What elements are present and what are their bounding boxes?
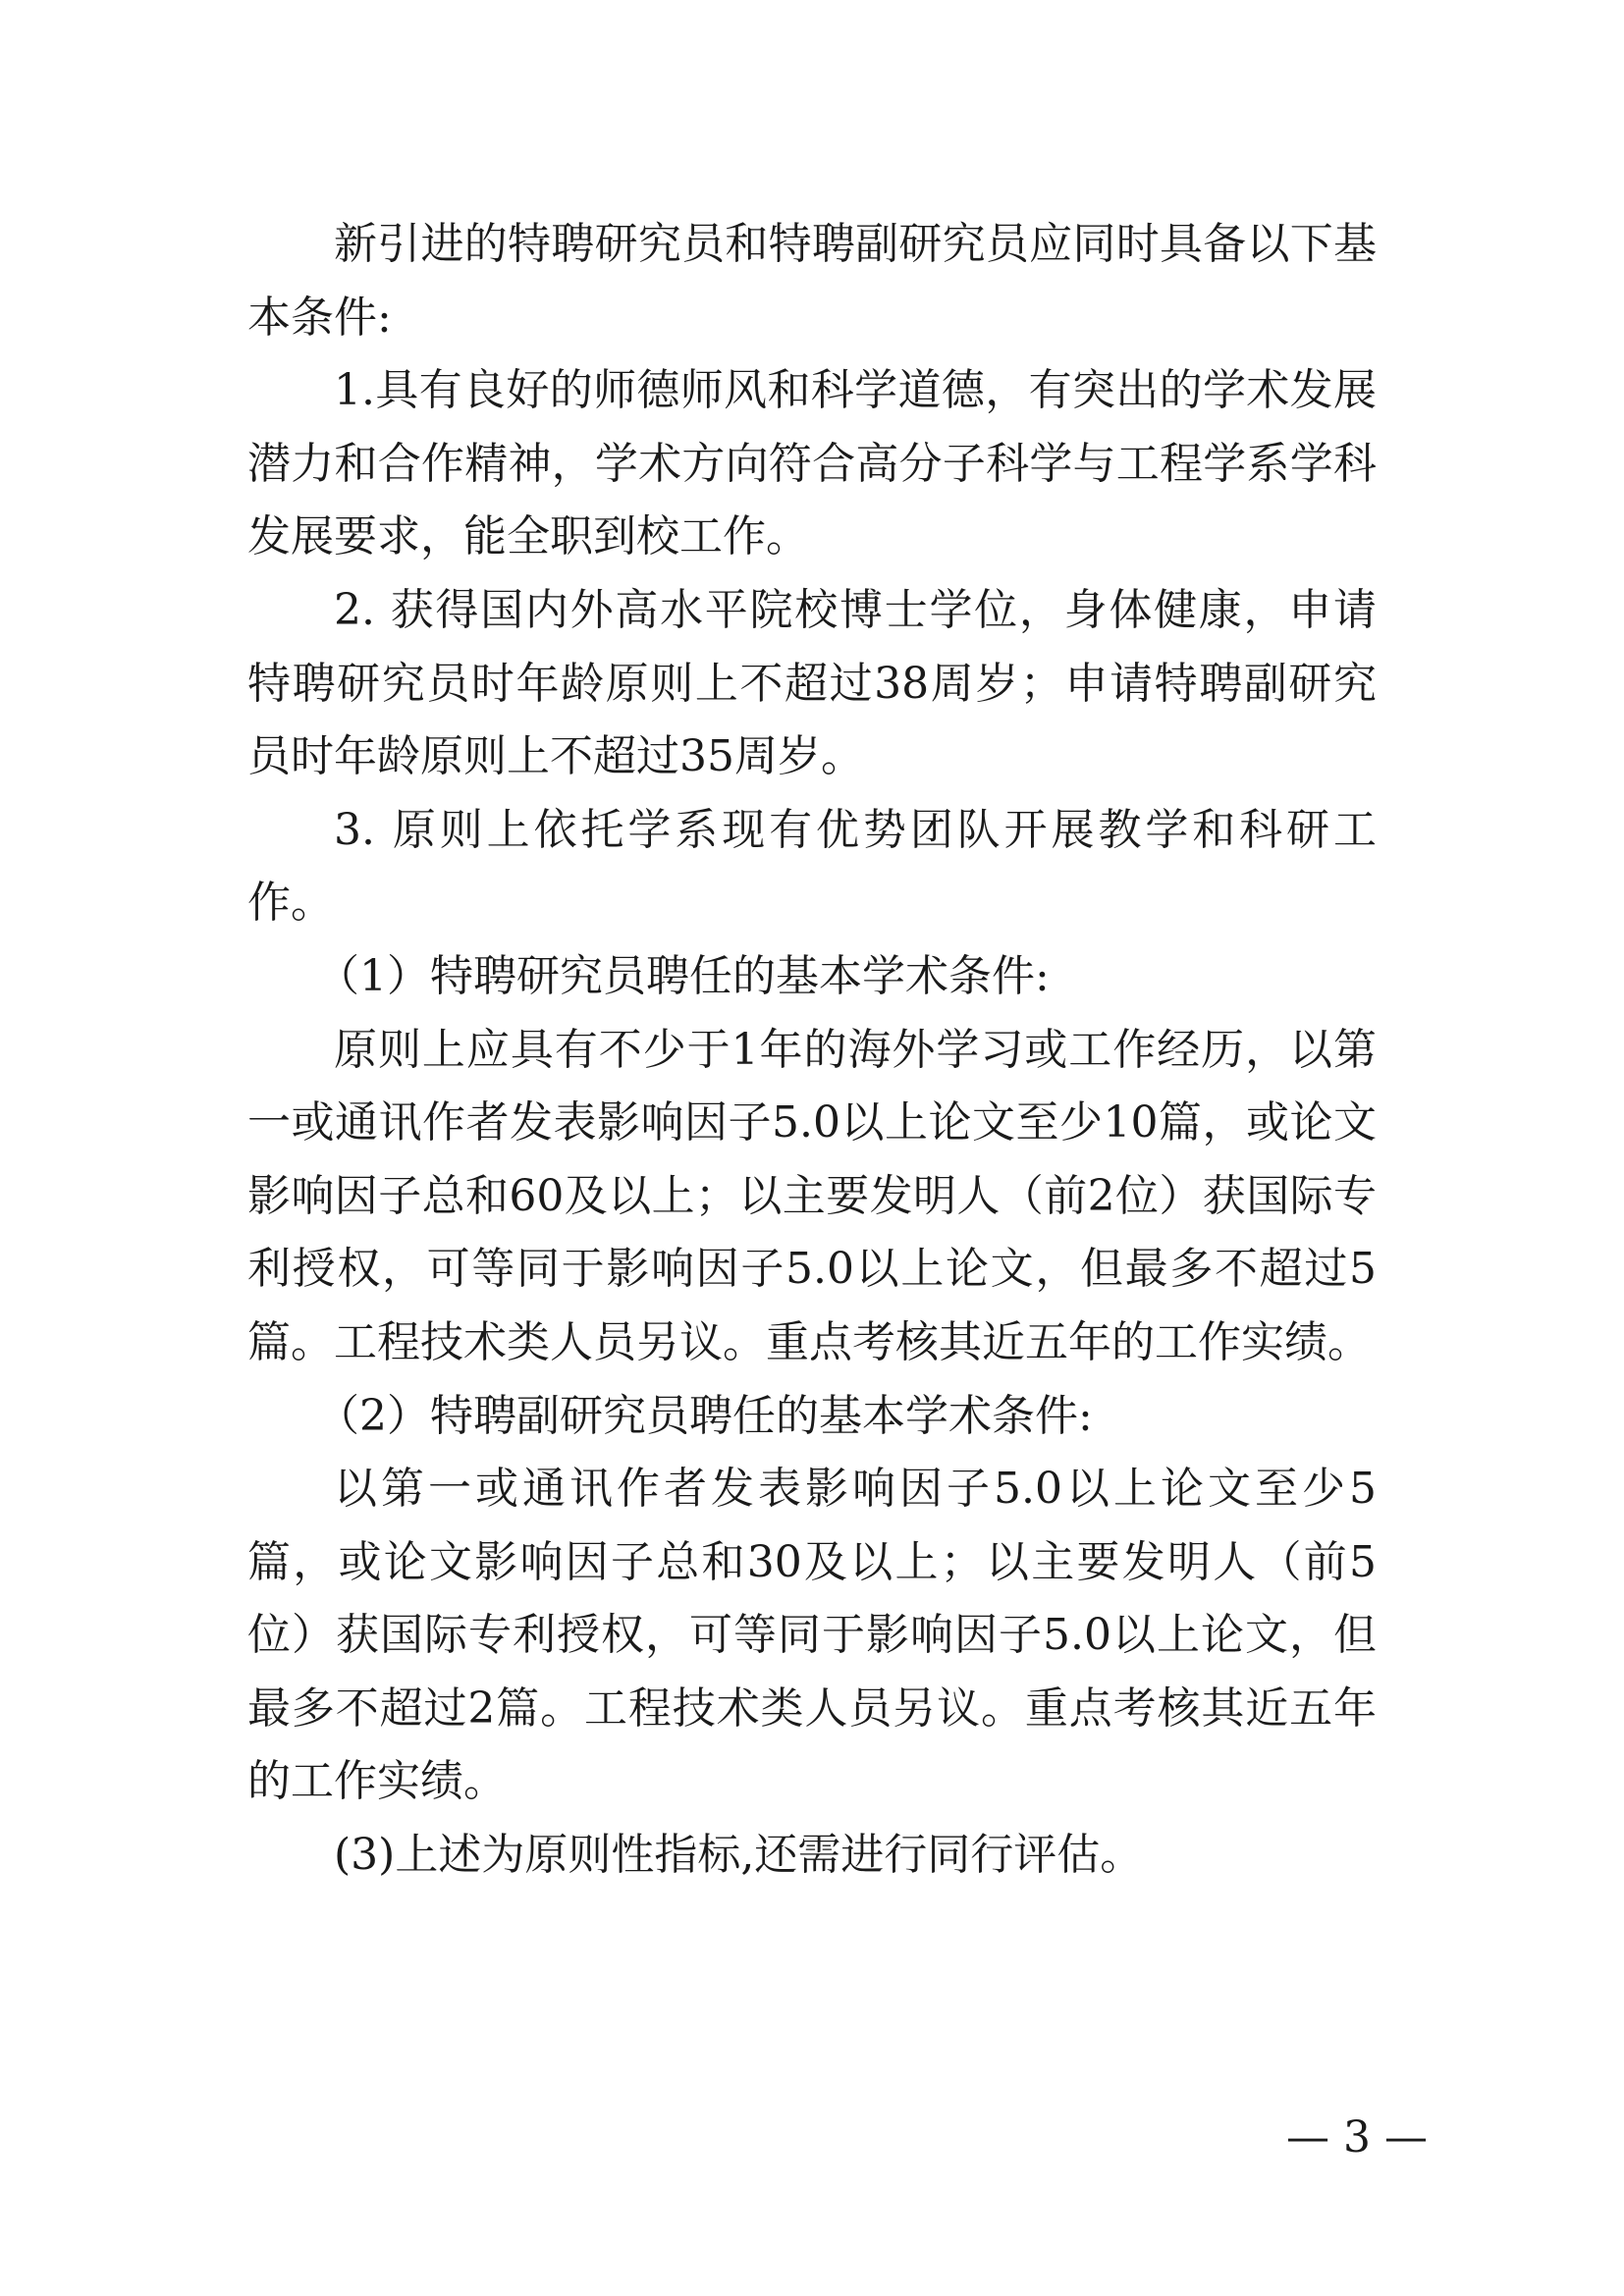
page-number: — 3 —	[1286, 2112, 1428, 2163]
paragraph-intro: 新引进的特聘研究员和特聘副研究员应同时具备以下基本条件:	[247, 219, 1377, 343]
paragraph-researcher-conditions: 原则上应具有不少于1年的海外学习或工作经历，以第一或通讯作者发表影响因子5.0以上论文至少10篇，或论文影响因子总和60及以上；以主要发明人（前2位）获国际专利授权，可等同于影响因子5.0以上论文，但最多不超过5篇。工程技术类人员另议。重点考核其近五年的工作实绩。	[247, 1024, 1377, 1367]
paragraph-item-2: 2. 获得国内外高水平院校博士学位，身体健康，申请特聘研究员时年龄原则上不超过38周岁；申请特聘副研究员时年龄原则上不超过35周岁。	[247, 584, 1377, 782]
body-text	[247, 208, 1377, 1893]
paragraph-item-1: 1.具有良好的师德师风和科学道德，有突出的学术发展潜力和合作精神，学术方向符合高分子科学与工程学系学科发展要求，能全职到校工作。	[247, 365, 1377, 562]
subheading-researcher: （1）特聘研究员聘任的基本学术条件:	[316, 950, 1050, 1001]
paragraph-associate-conditions: 以第一或通讯作者发表影响因子5.0以上论文至少5篇，或论文影响因子总和30及以上；以主要发明人（前5位）获国际专利授权，可等同于影响因子5.0以上论文，但最多不超过2篇。工程技术类人员另议。重点考核其近五年的工作实绩。	[247, 1464, 1377, 1807]
paragraph-peer-review: (3)上述为原则性指标,还需进行同行评估。	[334, 1830, 1144, 1881]
paragraph-item-3: 3. 原则上依托学系现有优势团队开展教学和科研工作。	[247, 804, 1377, 929]
subheading-associate-researcher: （2）特聘副研究员聘任的基本学术条件:	[316, 1390, 1093, 1441]
